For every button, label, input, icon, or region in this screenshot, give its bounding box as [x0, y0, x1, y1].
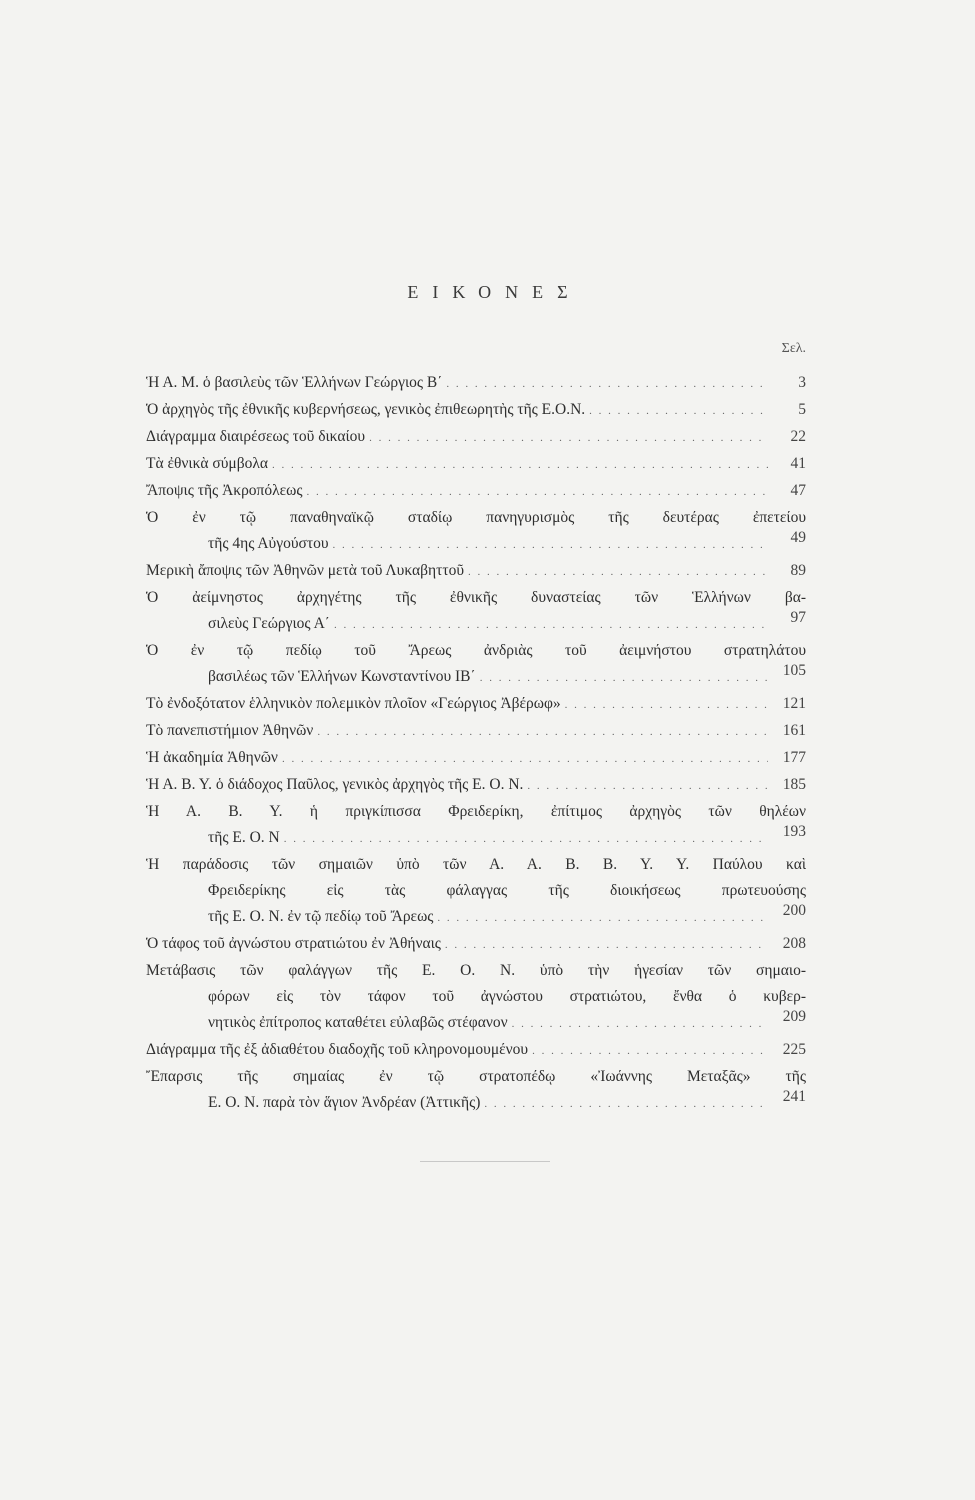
- dot-leader: [565, 692, 768, 718]
- figure-entry: [146, 558, 806, 585]
- dot-leader: [589, 398, 768, 424]
- figure-entry: [146, 424, 806, 451]
- figure-page-number: 41: [790, 455, 806, 472]
- figure-entry: [146, 772, 806, 799]
- figure-entry: [146, 397, 806, 424]
- figure-entry-text: τῆς Ε. Ο. Ν. ἐν τῷ πεδίῳ τοῦ Ἄρεως: [208, 908, 434, 925]
- figure-entry: [146, 451, 806, 478]
- page-title: ΕΙΚΟΝΕΣ: [407, 282, 582, 302]
- figure-entry: [146, 585, 806, 638]
- figure-entry-text: Ὁ τάφος τοῦ ἀγνώστου στρατιώτου ἐν Ἀθήναις: [146, 935, 441, 952]
- figure-entry: [146, 638, 806, 691]
- figure-entry: [146, 799, 806, 852]
- figure-entry: [146, 852, 806, 931]
- figure-entry-text: Μερικὴ ἄποψις τῶν Ἀθηνῶν μετὰ τοῦ Λυκαβηττοῦ: [146, 562, 464, 579]
- figure-entry: [146, 370, 806, 397]
- figure-entry-text: Ὁ ἐν τῷ παναθηναϊκῷ σταδίῳ πανηγυρισμὸς τῆς δευτέρας ἐπετείου: [146, 509, 806, 526]
- figure-entry-text: Ἡ ἀκαδημία Ἀθηνῶν: [146, 749, 278, 766]
- page-column-label: Σελ.: [781, 341, 806, 356]
- dot-leader: [317, 719, 768, 745]
- figure-entry: [146, 958, 806, 1037]
- dot-leader: [333, 532, 768, 558]
- dot-leader: [282, 746, 768, 772]
- figure-page-number: 225: [782, 1041, 806, 1058]
- figure-entry: [146, 1037, 806, 1064]
- figure-entry: [146, 931, 806, 958]
- figure-page-number: 208: [782, 935, 806, 952]
- figure-entry: [146, 691, 806, 718]
- dot-leader: [437, 905, 768, 931]
- figure-entry-text: Τὰ ἐθνικὰ σύμβολα: [146, 455, 268, 472]
- figure-entry-text: νητικὸς ἐπίτροπος καταθέτει εὐλαβῶς στέφανον: [208, 1014, 508, 1031]
- dot-leader: [527, 773, 768, 799]
- figure-page-number: 161: [782, 722, 806, 739]
- figure-page-number: 47: [790, 482, 806, 499]
- figure-entry-text: Τὸ πανεπιστήμιον Ἀθηνῶν: [146, 722, 314, 739]
- dot-leader: [334, 612, 768, 638]
- dot-leader: [284, 826, 768, 852]
- dot-leader: [307, 479, 769, 505]
- figure-page-number: 177: [782, 749, 806, 766]
- figure-entry-text: Ὁ ἀρχηγὸς τῆς ἐθνικῆς κυβερνήσεως, γενικὸς ἐπιθεωρητὴς τῆς Ε.Ο.Ν.: [146, 401, 586, 418]
- figure-entry: [146, 745, 806, 772]
- figure-page-number: 200: [782, 902, 806, 919]
- dot-leader: [272, 452, 768, 478]
- dot-leader: [369, 425, 768, 451]
- figure-entry-text: Ὁ ἐν τῷ πεδίῳ τοῦ Ἄρεως ἀνδριὰς τοῦ ἀειμνήστου στρατηλάτου: [146, 642, 806, 659]
- figure-page-number: 3: [798, 374, 806, 391]
- bottom-divider: [420, 1161, 550, 1162]
- figure-entry-text: Ἡ Α. Β. Υ. ἡ πριγκίπισσα Φρειδερίκη, ἐπίτιμος ἀρχηγὸς τῶν θηλέων: [146, 803, 806, 820]
- figure-entry-text: Ἡ παράδοσις τῶν σημαιῶν ὑπὸ τῶν Α. Α. Β. Β. Υ. Υ. Παύλου καὶ: [146, 856, 806, 873]
- figure-page-number: 105: [782, 662, 806, 679]
- figure-entry-text: Μετάβασις τῶν φαλάγγων τῆς Ε. Ο. Ν. ὑπὸ τὴν ἡγεσίαν τῶν σημαιο-: [146, 962, 806, 979]
- dot-leader: [512, 1011, 768, 1037]
- figure-page-number: 49: [790, 529, 806, 546]
- dot-leader: [532, 1038, 768, 1064]
- figure-entry-text: Διάγραμμα τῆς ἐξ ἀδιαθέτου διαδοχῆς τοῦ κληρονομουμένου: [146, 1041, 529, 1058]
- figure-entry-text: Φρειδερίκης εἰς τὰς φάλαγγας τῆς διοικήσεως πρωτευούσης: [208, 882, 806, 899]
- dot-leader: [484, 1091, 768, 1117]
- figure-entry-text: Διάγραμμα διαιρέσεως τοῦ δικαίου: [146, 428, 366, 445]
- dot-leader: [446, 371, 768, 397]
- figures-list: [146, 370, 806, 1117]
- figure-entry-text: Ἡ Α. Μ. ὁ βασιλεὺς τῶν Ἑλλήνων Γεώργιος Β΄: [146, 374, 443, 391]
- dot-leader: [480, 665, 768, 691]
- figure-page-number: 209: [782, 1008, 806, 1025]
- figure-page-number: 121: [782, 695, 806, 712]
- figure-page-number: 5: [798, 401, 806, 418]
- figure-entry: [146, 505, 806, 558]
- figure-entry-text: τῆς 4ης Αὐγούστου: [208, 535, 329, 552]
- figure-entry-text: Ὁ ἀείμνηστος ἀρχηγέτης τῆς ἐθνικῆς δυναστείας τῶν Ἑλλήνων βα-: [146, 589, 806, 606]
- figure-page-number: 89: [790, 562, 806, 579]
- figure-entry-text: τῆς Ε. Ο. Ν: [208, 829, 280, 846]
- figure-entry-text: Τὸ ἐνδοξότατον ἑλληνικὸν πολεμικὸν πλοῖον «Γεώργιος Ἀβέρωφ»: [146, 695, 561, 712]
- figure-entry: [146, 718, 806, 745]
- figure-page-number: 241: [782, 1088, 806, 1105]
- dot-leader: [445, 932, 768, 958]
- figure-entry-text: Ε. Ο. Ν. παρὰ τὸν ἅγιον Ἀνδρέαν (Ἀττικῆς): [208, 1094, 481, 1111]
- figure-page-number: 22: [790, 428, 806, 445]
- figure-entry: [146, 1064, 806, 1117]
- figure-entry-text: Ἄποψις τῆς Ἀκροπόλεως: [146, 482, 303, 499]
- dot-leader: [468, 559, 768, 585]
- figure-entry-text: σιλεὺς Γεώργιος Α΄: [208, 615, 330, 632]
- figure-entry-text: Ἔπαρσις τῆς σημαίας ἐν τῷ στρατοπέδῳ «Ἰωάννης Μεταξᾶς» τῆς: [146, 1068, 806, 1085]
- figure-page-number: 193: [782, 823, 806, 840]
- figure-entry-text: βασιλέως τῶν Ἑλλήνων Κωνσταντίνου ΙΒ΄: [208, 668, 476, 685]
- figure-page-number: 97: [790, 609, 806, 626]
- figure-entry-text: Ἡ Α. Β. Υ. ὁ διάδοχος Παῦλος, γενικὸς ἀρχηγὸς τῆς Ε. Ο. Ν.: [146, 776, 524, 793]
- figure-entry: [146, 478, 806, 505]
- figure-entry-text: φόρων εἰς τὸν τάφον τοῦ ἀγνώστου στρατιώτου, ἔνθα ὁ κυβερ-: [208, 988, 806, 1005]
- figure-page-number: 185: [782, 776, 806, 793]
